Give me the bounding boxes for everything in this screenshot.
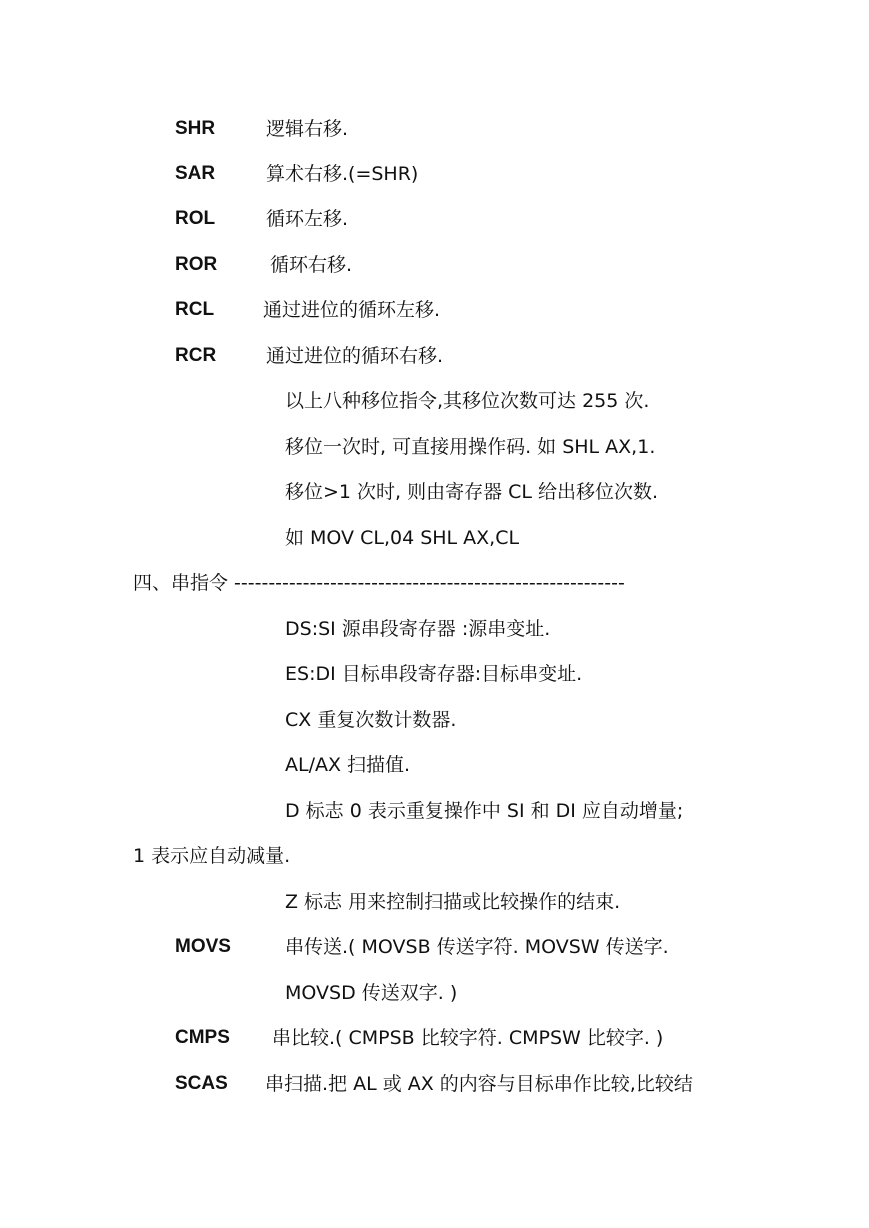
mnemonic-ror: ROR [175,254,218,275]
desc-ror: 循环右移. [270,254,353,276]
mnemonic-shr: SHR [175,118,216,139]
desc-cmps: 串比较.( CMPSB 比较字符. CMPSW 比较字. ) [272,1027,664,1049]
mnemonic-scas: SCAS [175,1073,228,1094]
reg-es-di: ES:DI 目标串段寄存器:目标串变址. [285,663,583,685]
d-flag-continuation: 1 表示应自动减量. [133,845,291,867]
desc-scas: 串扫描.把 AL 或 AX 的内容与目标串作比较,比较结 [265,1073,693,1095]
d-flag-line: D 标志 0 表示重复操作中 SI 和 DI 应自动增量; [285,800,684,822]
shift-note-cl: 移位>1 次时, 则由寄存器 CL 给出移位次数. [285,481,659,503]
shift-note-once: 移位一次时, 可直接用操作码. 如 SHL AX,1. [285,436,656,458]
z-flag-line: Z 标志 用来控制扫描或比较操作的结束. [285,891,621,913]
shift-note-count: 以上八种移位指令,其移位次数可达 255 次. [285,390,650,412]
mnemonic-rol: ROL [175,208,216,229]
mnemonic-cmps: CMPS [175,1027,230,1048]
mnemonic-sar: SAR [175,163,216,184]
desc-movs-cont: MOVSD 传送双字. ) [285,982,458,1004]
reg-cx: CX 重复次数计数器. [285,709,457,731]
shift-note-example: 如 MOV CL,04 SHL AX,CL [285,527,520,549]
reg-ds-si: DS:SI 源串段寄存器 :源串变址. [285,618,551,640]
desc-sar: 算术右移.(=SHR) [266,163,419,185]
desc-rcl: 通过进位的循环左移. [263,299,441,321]
desc-rcr: 通过进位的循环右移. [266,345,444,367]
desc-shr: 逻辑右移. [266,118,349,140]
section-heading-string-instructions: 四、串指令 --------------------------------------------------------- [133,572,625,594]
mnemonic-movs: MOVS [175,936,231,957]
mnemonic-rcr: RCR [175,345,217,366]
desc-rol: 循环左移. [266,208,349,230]
reg-al-ax: AL/AX 扫描值. [285,754,411,776]
desc-movs: 串传送.( MOVSB 传送字符. MOVSW 传送字. [285,936,669,958]
mnemonic-rcl: RCL [175,299,215,320]
